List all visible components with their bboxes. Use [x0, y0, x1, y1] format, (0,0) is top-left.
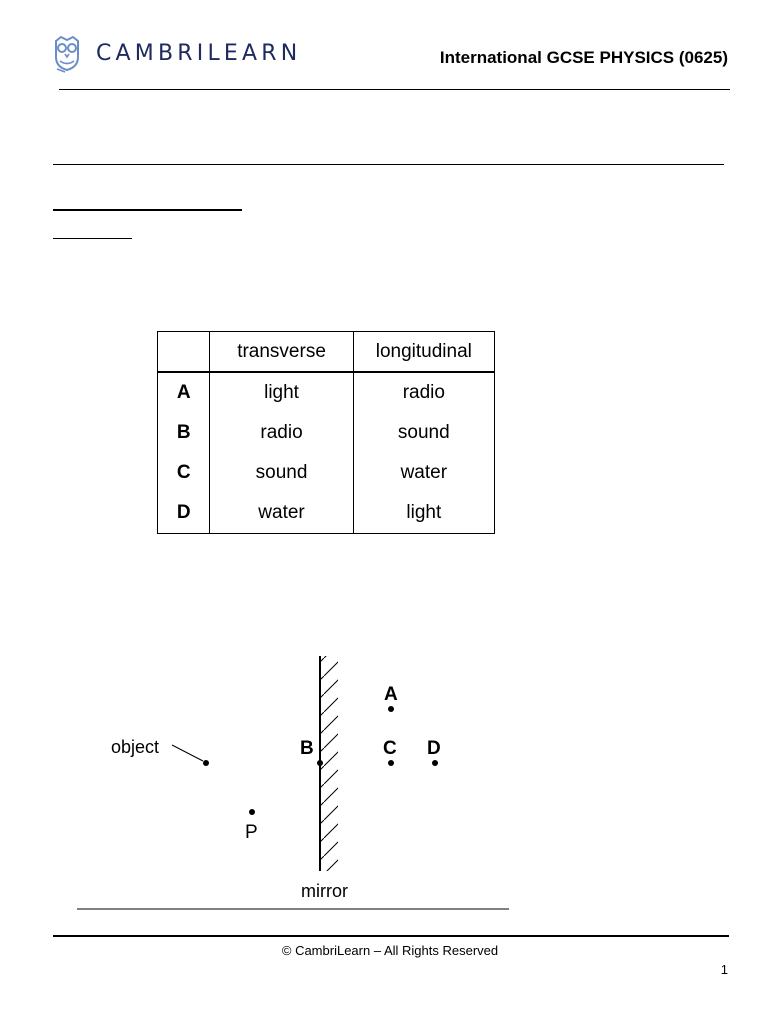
table-row: [158, 413, 495, 453]
page-title: International GCSE PHYSICS (0625): [439, 48, 728, 67]
point-a: [388, 706, 394, 712]
table-cell: water: [210, 493, 353, 534]
table-header-cell: transverse: [210, 332, 353, 373]
table-row: [158, 493, 495, 534]
table-cell: light: [210, 372, 353, 413]
mirror-label: mirror: [301, 881, 348, 901]
section-divider: [53, 164, 724, 165]
brand-logo: [52, 32, 312, 74]
table-header-cell: longitudinal: [353, 332, 494, 373]
object-leader-line: [172, 745, 203, 761]
table-cell: sound: [353, 413, 494, 453]
option-letter: C: [158, 453, 210, 493]
point-label-c: C: [383, 738, 397, 759]
owl-icon: [52, 33, 82, 73]
brand-name: CAMBRILEARN: [96, 40, 302, 66]
point-b: [317, 760, 323, 766]
point-label-b: B: [300, 738, 314, 759]
heading-underline: [53, 209, 242, 211]
option-letter: A: [158, 372, 210, 413]
point-c: [388, 760, 394, 766]
header-divider: [59, 89, 730, 90]
point-p: [249, 809, 255, 815]
point-d: [432, 760, 438, 766]
table-row: [158, 453, 495, 493]
mirror-diagram: [0, 640, 768, 920]
footer-divider: [53, 935, 729, 937]
table-header-cell: [158, 332, 210, 373]
point-label-p: P: [245, 822, 258, 843]
point-label-a: A: [384, 684, 398, 705]
subheading-underline: [53, 238, 132, 239]
point-label-d: D: [427, 738, 441, 759]
option-letter: B: [158, 413, 210, 453]
table-cell: sound: [210, 453, 353, 493]
table-header-row: [158, 332, 495, 373]
copyright-text: © CambriLearn – All Rights Reserved: [281, 943, 499, 958]
wave-types-table: [157, 331, 495, 534]
table-cell: radio: [210, 413, 353, 453]
table-cell: light: [353, 493, 494, 534]
object-point: [203, 760, 209, 766]
page-number: 1: [720, 962, 728, 977]
option-letter: D: [158, 493, 210, 534]
object-label: object: [111, 737, 160, 757]
table-row: [158, 372, 495, 413]
table-cell: radio: [353, 372, 494, 413]
table-cell: water: [353, 453, 494, 493]
